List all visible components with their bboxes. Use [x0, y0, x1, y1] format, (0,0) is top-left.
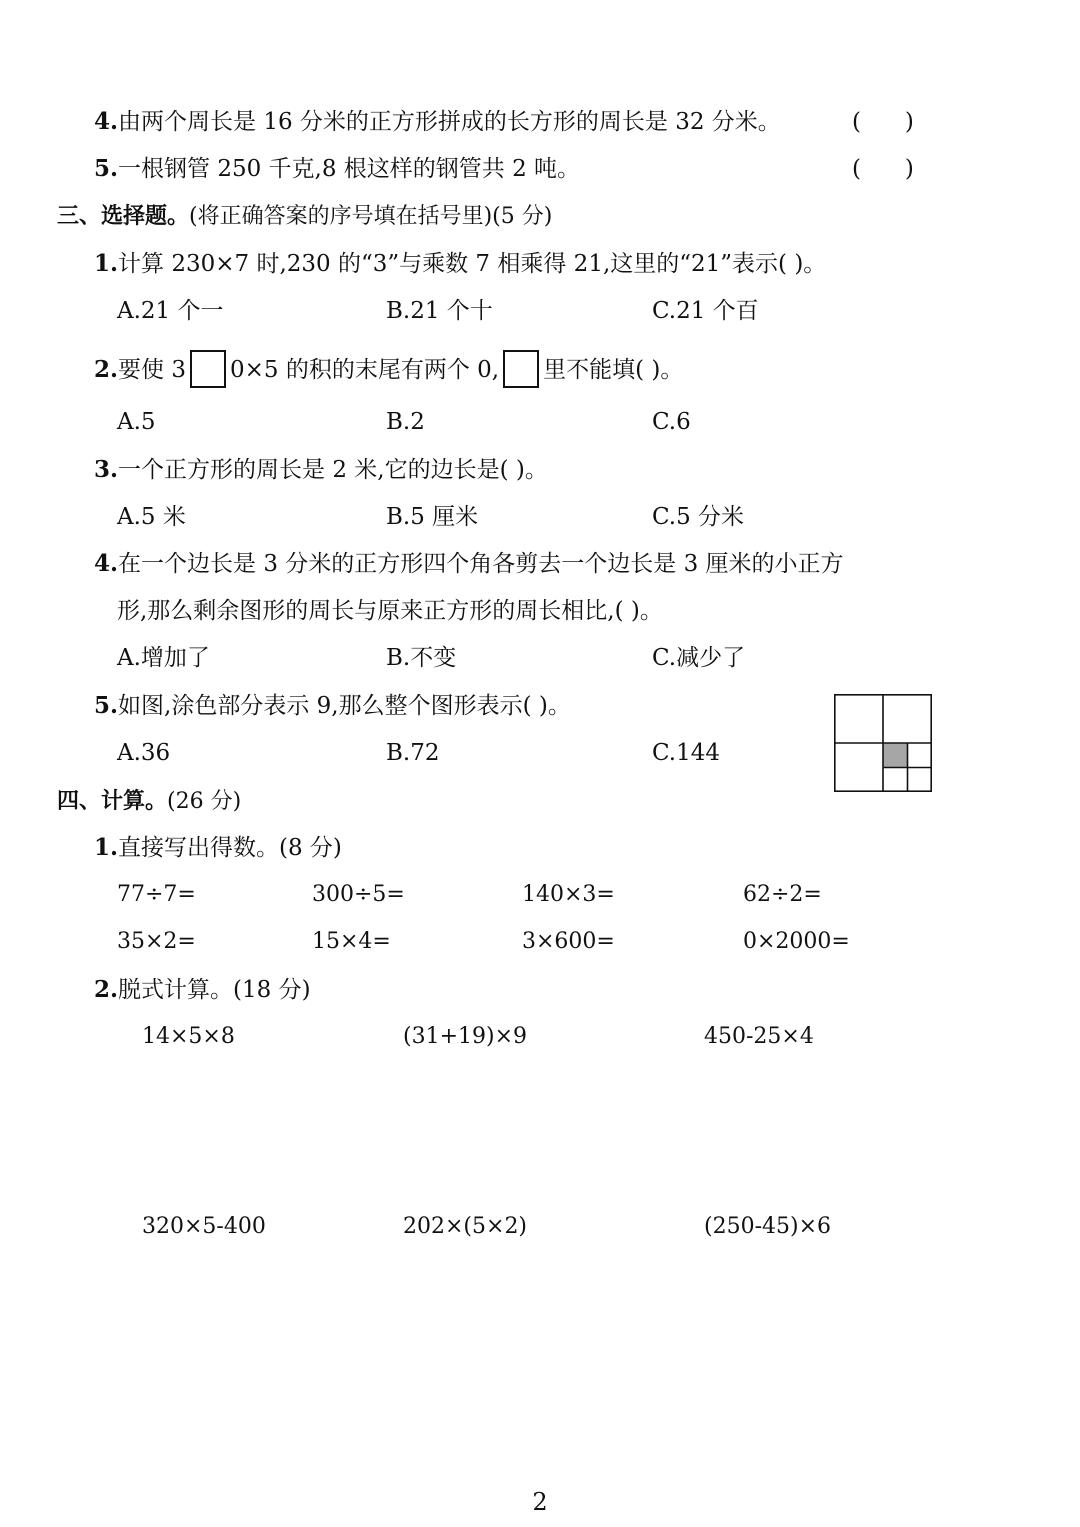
option-b[interactable]: B.72: [386, 740, 440, 766]
option-c[interactable]: C.144: [652, 740, 720, 766]
option-a[interactable]: A.增加了: [117, 645, 210, 671]
oral-calc-item[interactable]: 0×2000=: [743, 929, 850, 954]
option-a[interactable]: A.5: [117, 409, 156, 435]
option-c[interactable]: C.6: [652, 409, 691, 435]
page-number: 2: [532, 1488, 548, 1516]
question-number: 4.: [94, 550, 119, 577]
judge-question-4: [94, 107, 781, 137]
question-text-part: 0×5 的积的末尾有两个 0,: [229, 357, 500, 383]
option-a[interactable]: A.5 米: [117, 504, 186, 530]
choice-question-4: [94, 549, 844, 579]
question-text-part: 要使 3: [118, 357, 186, 383]
option-b[interactable]: B.21 个十: [386, 298, 493, 324]
option-c[interactable]: C.5 分米: [652, 504, 745, 530]
oral-calc-item[interactable]: 62÷2=: [743, 882, 822, 907]
option-b[interactable]: B.5 厘米: [386, 504, 479, 530]
choice-question-5: [94, 691, 571, 721]
question-text: 如图,涂色部分表示 9,那么整个图形表示( )。: [118, 693, 571, 719]
question-number: 3.: [94, 456, 119, 483]
section-note: (将正确答案的序号填在括号里)(5 分): [189, 204, 553, 229]
question-number: 5.: [94, 692, 119, 719]
section-4-heading: [57, 786, 241, 817]
option-a[interactable]: A.36: [117, 740, 171, 766]
question-text-part: 里不能填( )。: [543, 357, 684, 383]
question-number: 4.: [94, 108, 119, 135]
option-c[interactable]: C.减少了: [652, 645, 746, 671]
section-note: (26 分): [167, 789, 242, 814]
question-text: 一个正方形的周长是 2 米,它的边长是( )。: [118, 457, 548, 483]
section-3-heading: [57, 201, 552, 232]
stepwise-calc-item[interactable]: (250-45)×6: [704, 1214, 832, 1239]
option-b[interactable]: B.2: [386, 409, 425, 435]
oral-calc-item[interactable]: 77÷7=: [117, 882, 196, 907]
stepwise-calc-item[interactable]: 450-25×4: [704, 1024, 814, 1049]
choice-question-2: [94, 352, 683, 390]
part-title: 脱式计算。(18 分): [118, 977, 311, 1003]
oral-calc-item[interactable]: 15×4=: [312, 929, 391, 954]
shaded-square: [883, 743, 908, 768]
oral-calc-item[interactable]: 35×2=: [117, 929, 196, 954]
calc-part-1-title: [94, 833, 342, 863]
oral-calc-item[interactable]: 300÷5=: [312, 882, 405, 907]
oral-calc-item[interactable]: 140×3=: [522, 882, 615, 907]
question-text: 计算 230×7 时,230 的“3”与乘数 7 相乘得 21,这里的“21”表示( )。: [118, 251, 827, 277]
choice-question-3: [94, 455, 548, 485]
question-number: 1.: [94, 834, 119, 861]
question-text: 在一个边长是 3 分米的正方形四个角各剪去一个边长是 3 厘米的小正方: [118, 551, 844, 577]
section-title: 四、计算。: [57, 788, 168, 814]
question-number: 2.: [94, 356, 119, 383]
question-text-continued: 形,那么剩余图形的周长与原来正方形的周长相比,( )。: [117, 598, 663, 624]
answer-bracket[interactable]: ( ): [852, 156, 914, 182]
option-b[interactable]: B.不变: [386, 645, 457, 671]
question-number: 2.: [94, 976, 119, 1003]
option-c[interactable]: C.21 个百: [652, 298, 759, 324]
part-title: 直接写出得数。(8 分): [118, 835, 342, 861]
question-number: 5.: [94, 155, 119, 182]
option-a[interactable]: A.21 个一: [117, 298, 224, 324]
stepwise-calc-item[interactable]: (31+19)×9: [403, 1024, 528, 1049]
blank-box[interactable]: [503, 350, 539, 388]
square-division-figure: [834, 694, 932, 792]
blank-box[interactable]: [190, 350, 226, 388]
oral-calc-item[interactable]: 3×600=: [522, 929, 615, 954]
stepwise-calc-item[interactable]: 14×5×8: [142, 1024, 235, 1049]
answer-bracket[interactable]: ( ): [852, 109, 914, 135]
question-text: 一根钢管 250 千克,8 根这样的钢管共 2 吨。: [118, 156, 581, 182]
section-title: 三、选择题。: [57, 203, 190, 229]
stepwise-calc-item[interactable]: 320×5-400: [142, 1214, 266, 1239]
question-number: 1.: [94, 250, 119, 277]
judge-question-5: [94, 154, 580, 184]
stepwise-calc-item[interactable]: 202×(5×2): [403, 1214, 528, 1239]
question-text: 由两个周长是 16 分米的正方形拼成的长方形的周长是 32 分米。: [118, 109, 781, 135]
choice-question-1: [94, 249, 826, 279]
calc-part-2-title: [94, 975, 311, 1005]
